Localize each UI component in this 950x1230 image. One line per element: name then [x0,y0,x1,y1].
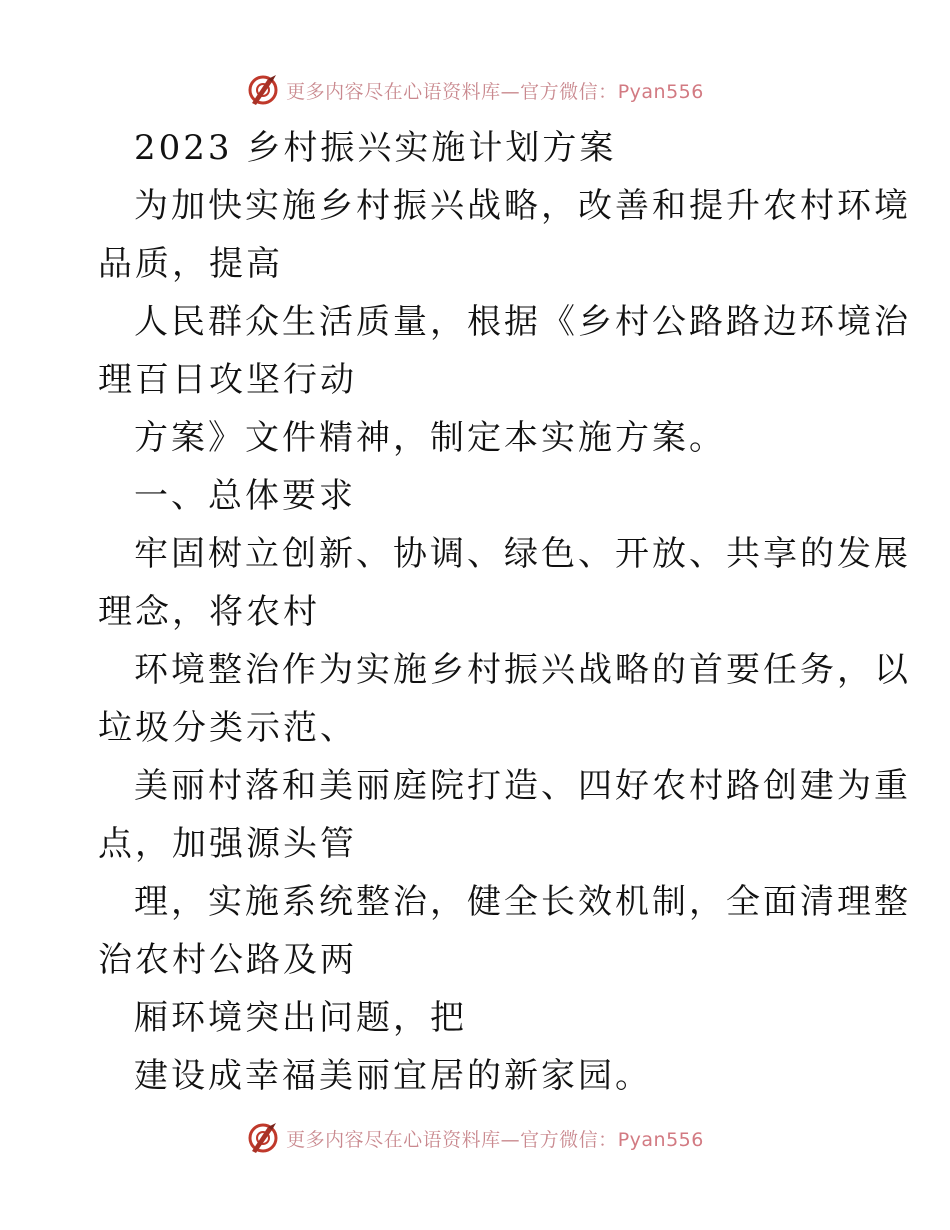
paragraph-line: 垃圾分类示范、 [98,708,357,748]
paragraph-line: 理念，将农村 [98,592,320,632]
footer-watermark [0,1118,950,1158]
paragraph-line: 理，实施系统整治，健全长效机制，全面清理整 [134,882,911,922]
paragraph-line: 点，加强源头管 [98,824,357,864]
paragraph-line: 厢环境突出问题，把 [134,998,467,1038]
paragraph-line: 理百日攻坚行动 [98,360,357,400]
document-title: 2023 乡村振兴实施计划方案 [134,128,617,168]
paragraph-line: 建设成幸福美丽宜居的新家园。 [134,1056,652,1096]
quill-logo-icon [246,73,280,107]
watermark-text: 更多内容尽在心语资料库—官方微信：Pyan556 [286,1128,704,1151]
paragraph-line: 美丽村落和美丽庭院打造、四好农村路创建为重 [134,766,911,806]
paragraph-line: 人民群众生活质量，根据《乡村公路路边环境治 [134,302,911,342]
watermark-text: 更多内容尽在心语资料库—官方微信：Pyan556 [286,80,704,103]
paragraph-line: 为加快实施乡村振兴战略，改善和提升农村环境 [134,186,911,226]
header-watermark [0,70,950,110]
paragraph-line: 牢固树立创新、协调、绿色、开放、共享的发展 [134,534,911,574]
quill-logo-icon [246,1121,280,1155]
section-heading: 一、总体要求 [134,476,356,516]
paragraph-line: 方案》文件精神，制定本实施方案。 [134,418,726,458]
paragraph-line: 品质，提高 [98,244,283,284]
paragraph-line: 治农村公路及两 [98,940,357,980]
paragraph-line: 环境整治作为实施乡村振兴战略的首要任务，以 [134,650,911,690]
